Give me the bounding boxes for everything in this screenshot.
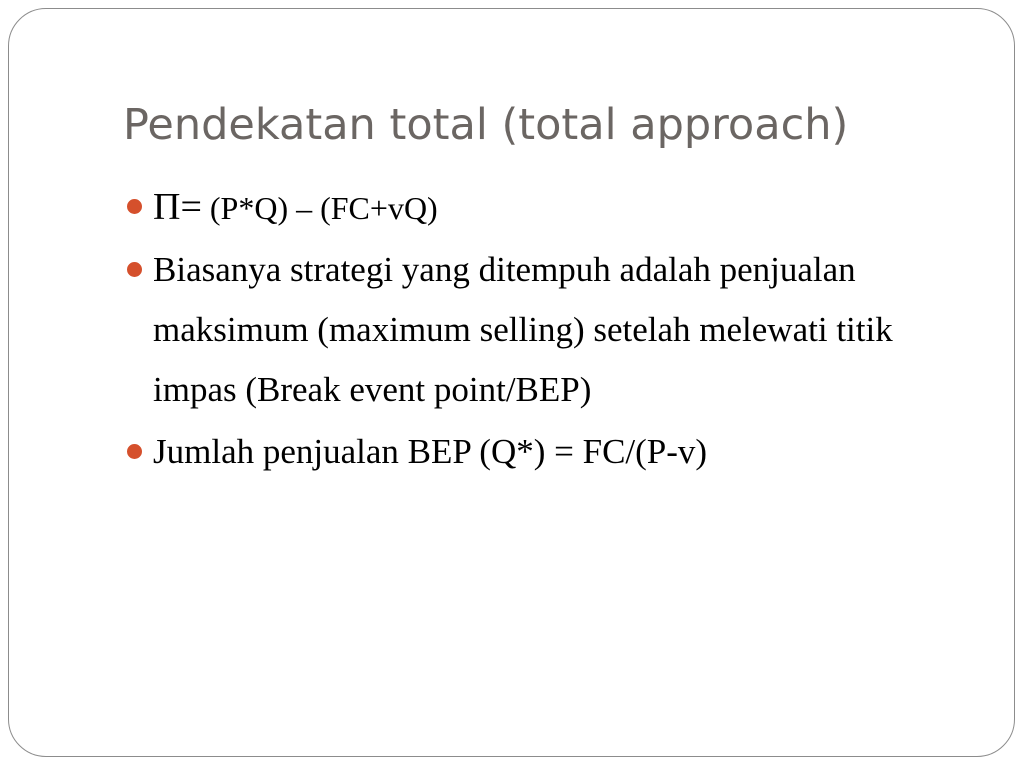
bullet-item-profit-formula	[127, 177, 927, 238]
profit-formula-text: (P*Q) – (FC+vQ)	[201, 190, 438, 226]
bep-formula-text: Jumlah penjualan BEP (Q*) = FC/(P-v)	[153, 432, 708, 471]
bullet-dot-icon	[127, 444, 142, 459]
bullet-dot-icon	[127, 199, 142, 214]
bullet-list	[127, 177, 927, 484]
bullet-item-strategy	[127, 240, 927, 420]
slide-title: Pendekatan total (total approach)	[123, 100, 849, 150]
bullet-dot-icon	[127, 262, 142, 277]
strategy-text: Biasanya strategi yang ditempuh adalah penjualan maksimum (maximum selling) setelah melewati titik impas (Break event point/BEP)	[153, 250, 893, 409]
profit-symbol: Π=	[153, 186, 202, 228]
bullet-item-bep-formula	[127, 422, 927, 482]
slide-frame	[8, 8, 1015, 757]
